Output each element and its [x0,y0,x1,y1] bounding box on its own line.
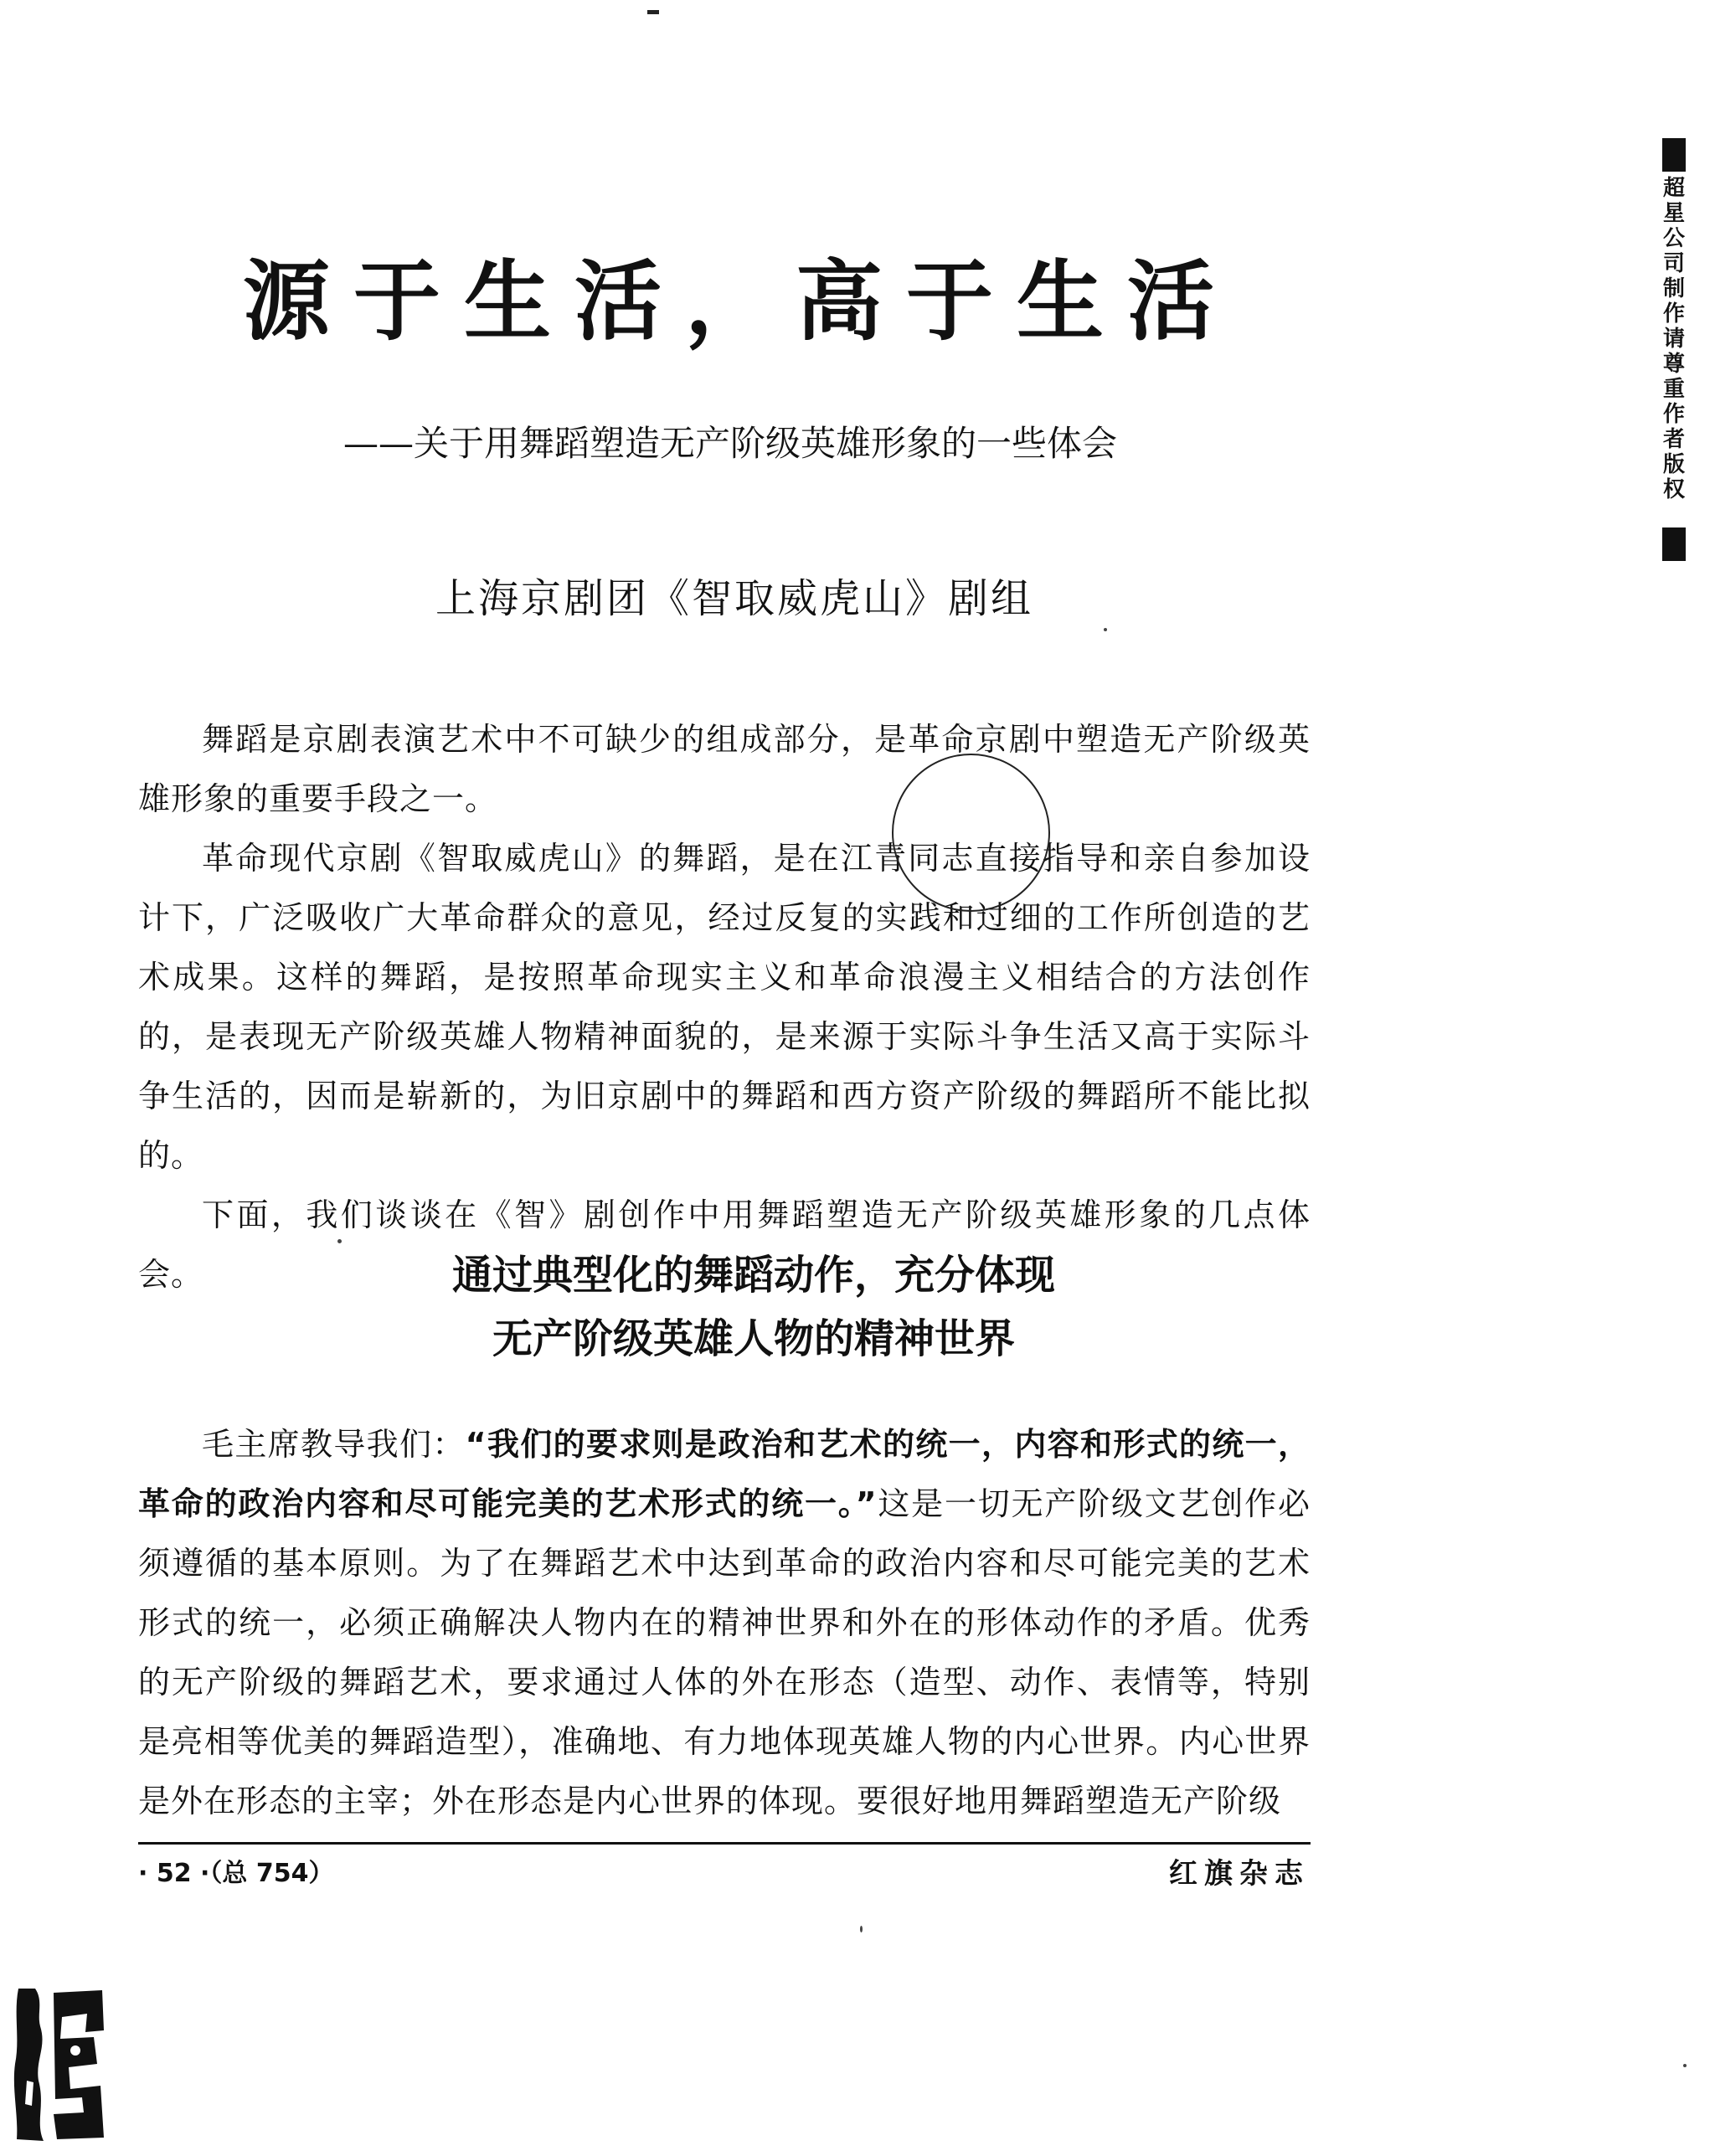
article-subtitle: ——关于用舞蹈塑造无产阶级英雄形象的一些体会 [343,423,1118,464]
side-bar-bottom [1662,527,1686,561]
notice-char: 权 [1662,477,1685,502]
mao-quote: “我们的要求则是政治和艺术的统一，内容和形式的统一，革命的政治内容和尽可能完美的艺术形式的统一。” [138,1426,1311,1522]
paragraph-1: 舞蹈是京剧表演艺术中不可缺少的组成部分，是革命京剧中塑造无产阶级英雄形象的重要手段之一。 [138,721,1311,817]
seal-stamp-icon [10,1980,112,2148]
speck [1683,2064,1687,2067]
notice-char: 星 [1662,201,1685,226]
notice-char: 制 [1662,276,1685,301]
article-author: 上海京剧团《智取威虎山》剧组 [435,575,1034,622]
notice-char: 者 [1662,427,1685,452]
footer-rule [138,1842,1311,1845]
notice-char: 作 [1662,301,1685,327]
notice-char: 版 [1662,452,1685,477]
notice-char: 司 [1662,251,1685,276]
paragraph-2: 革命现代京剧《智取威虎山》的舞蹈，是在江青同志直接指导和亲自参加设计下，广泛吸收广大革命群众的意见，经过反复的实践和过细的工作所创造的艺术成果。这样的舞蹈，是按照革命现实主义和革命浪漫主义相结合的方法创作的，是表现无产阶级英雄人物精神面貌的，是来源于实际斗争生活又高于实际斗争生活的，因而是崭新的，为旧京剧中的舞蹈和西方资产阶级的舞蹈所不能比拟的。 [138,840,1311,1174]
notice-char: 超 [1662,176,1685,201]
notice-char: 请 [1662,327,1685,352]
side-bar-top [1662,138,1686,172]
side-copyright-notice [1661,176,1687,502]
notice-char: 作 [1662,402,1685,427]
section-paragraph [138,1415,1311,1831]
paragraph-lead: 毛主席教导我们： [202,1426,466,1463]
article-title: 源于生活，高于生活 [243,250,1239,352]
intro-section [138,710,1311,1304]
speck [1104,628,1107,631]
section-heading [209,1243,1298,1371]
circular-stamp-mark [892,754,1050,912]
top-dash-mark [647,10,659,14]
notice-char: 重 [1662,377,1685,402]
section-heading-line-2: 无产阶级英雄人物的精神世界 [492,1315,1015,1362]
notice-char: 公 [1662,226,1685,251]
page-number: · 52 ·（总 754） [138,1859,334,1888]
journal-name: 红旗杂志 [1169,1857,1310,1891]
section-heading-line-1: 通过典型化的舞蹈动作，充分体现 [451,1252,1055,1299]
speck [860,1926,863,1932]
speck [337,1239,342,1243]
paragraph-3: 下面，我们谈谈在《智》剧创作中用舞蹈塑造无产阶级英雄形象的几点体会。 [138,1196,1311,1293]
paragraph-text: 这是一切无产阶级文艺创作必须遵循的基本原则。为了在舞蹈艺术中达到革命的政治内容和尽可能完美的艺术形式的统一，必须正确解决人物内在的精神世界和外在的形体动作的矛盾。优秀的无产阶级的舞蹈艺术，要求通过人体的外在形态（造型、动作、表情等，特别是亮相等优美的舞蹈造型），准确地、有力地体现英雄人物的内心世界。内心世界是外在形态的主宰；外在形态是内心世界的体现。要很好地用舞蹈塑造无产阶级 [138,1485,1311,1819]
notice-char: 尊 [1662,352,1685,377]
section-body [138,1415,1311,1831]
